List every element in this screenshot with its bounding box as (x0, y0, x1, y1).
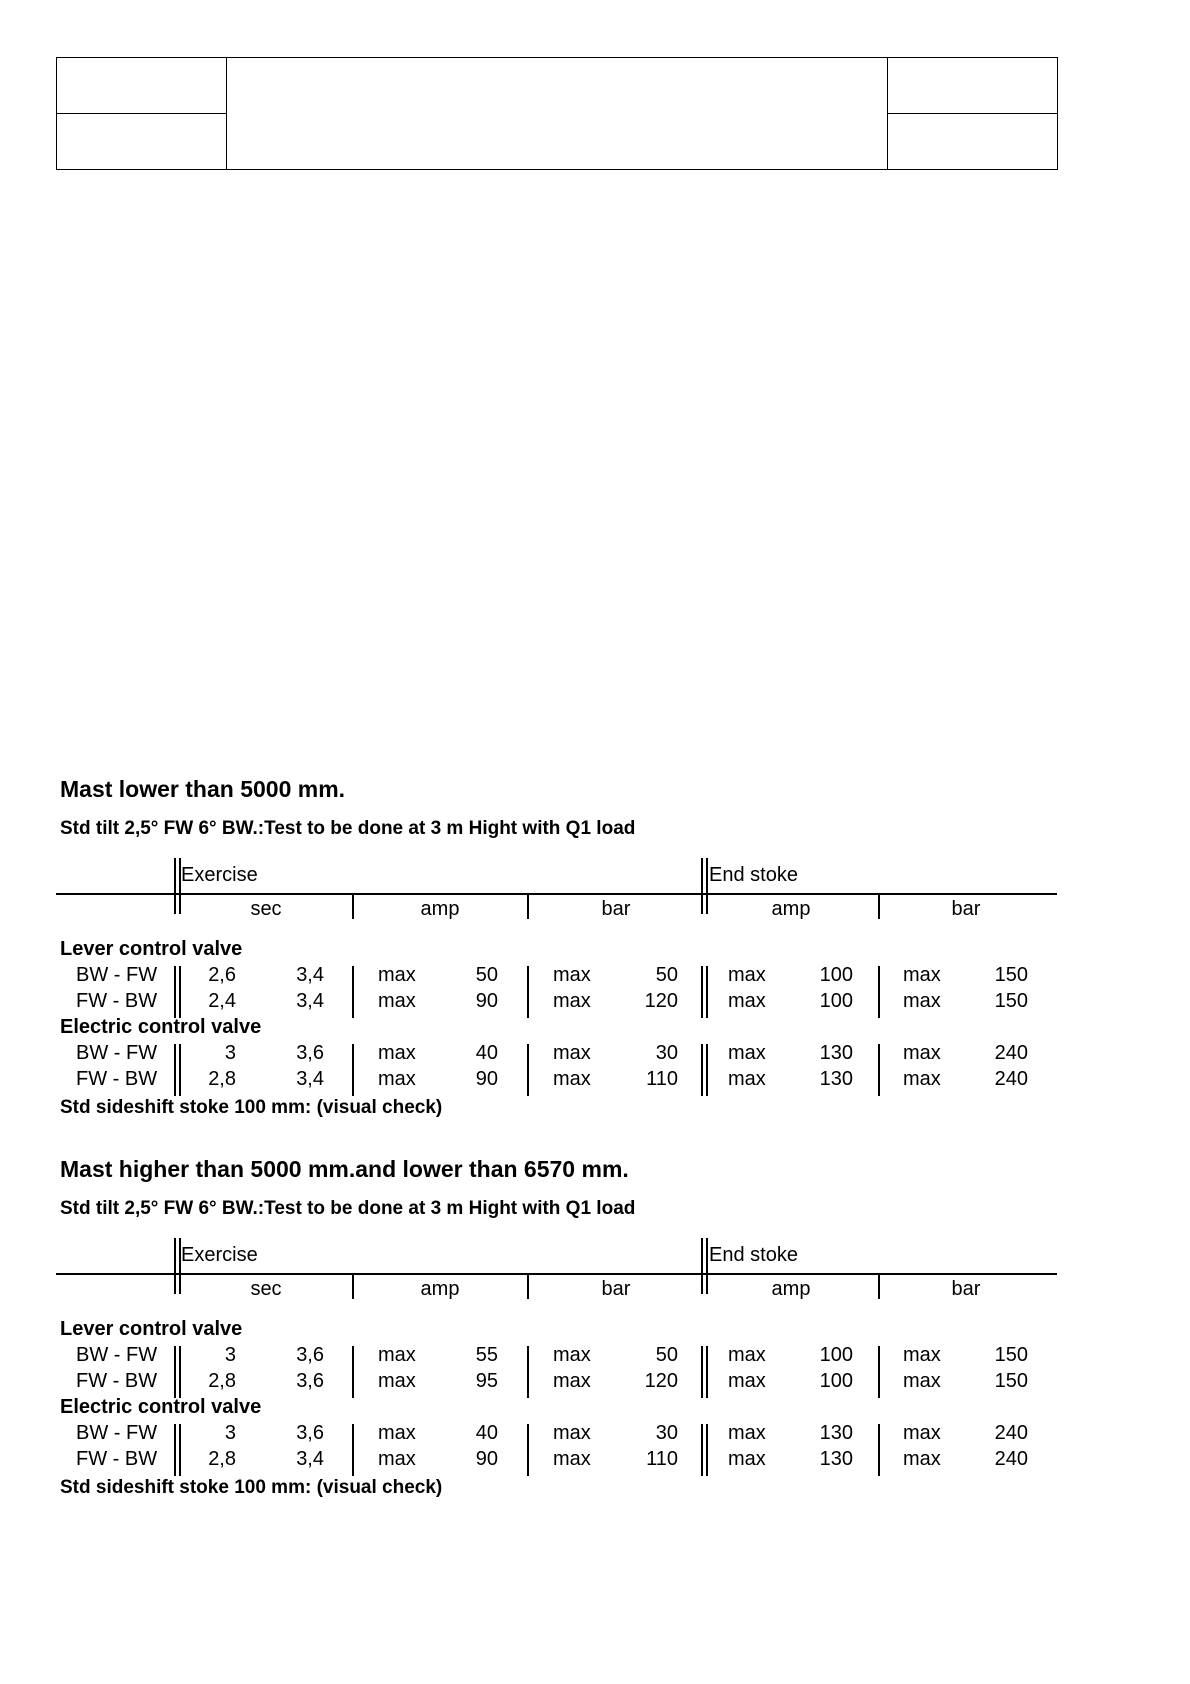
end-bar-max-label: max (903, 1370, 941, 1392)
group-name: Electric control valve (60, 1396, 262, 1418)
sec-min: 3 (224, 1344, 236, 1366)
header-cell-bottom-left (57, 114, 227, 170)
column-header: amp (420, 1278, 460, 1300)
row-divider (352, 1424, 354, 1476)
amp-value: 55 (475, 1344, 498, 1366)
group-name: Lever control valve (60, 938, 243, 960)
header-cell-top-right (888, 58, 1058, 114)
amp-max-label: max (378, 1042, 416, 1064)
row-divider (878, 1346, 880, 1398)
row-divider (527, 1424, 529, 1476)
row-label: BW - FW (76, 1042, 158, 1064)
end-bar-value: 240 (994, 1068, 1028, 1090)
sec-min: 3 (224, 1042, 236, 1064)
sec-max: 3,4 (296, 1448, 324, 1470)
group-name: Lever control valve (60, 1318, 243, 1340)
row-divider (352, 1346, 354, 1398)
amp-value: 40 (475, 1422, 498, 1444)
sec-min: 2,8 (208, 1068, 236, 1090)
column-header: bar (951, 1278, 981, 1300)
bar-value: 30 (655, 1042, 678, 1064)
amp-max-label: max (378, 1448, 416, 1470)
sec-min: 2,8 (208, 1448, 236, 1470)
amp-max-label: max (378, 1422, 416, 1444)
end-amp-value: 130 (819, 1068, 853, 1090)
row-divider (527, 1346, 529, 1398)
spec-section (0, 776, 1190, 1136)
amp-max-label: max (378, 964, 416, 986)
sec-max: 3,4 (296, 990, 324, 1012)
end-amp-max-label: max (728, 1344, 766, 1366)
section-footer: Std sideshift stoke 100 mm: (visual check) (60, 1097, 443, 1118)
bar-max-label: max (553, 1042, 591, 1064)
bar-value: 50 (655, 1344, 678, 1366)
row-label: FW - BW (76, 1448, 158, 1470)
end-amp-value: 130 (819, 1422, 853, 1444)
end-bar-value: 240 (994, 1422, 1028, 1444)
end-amp-value: 130 (819, 1042, 853, 1064)
row-label: FW - BW (76, 1370, 158, 1392)
amp-max-label: max (378, 1370, 416, 1392)
bar-max-label: max (553, 964, 591, 986)
section-subtitle: Std tilt 2,5° FW 6° BW.:Test to be done at 3 m Hight with Q1 load (60, 818, 636, 839)
end-bar-value: 240 (994, 1448, 1028, 1470)
row-label: FW - BW (76, 1068, 158, 1090)
bar-value: 50 (655, 964, 678, 986)
bar-value: 110 (646, 1068, 678, 1090)
end-bar-value: 150 (994, 1344, 1028, 1366)
bar-max-label: max (553, 1448, 591, 1470)
row-divider (352, 1044, 354, 1096)
row-divider (352, 966, 354, 1018)
amp-value: 40 (475, 1042, 498, 1064)
sec-max: 3,4 (296, 964, 324, 986)
header-rule (56, 1273, 1057, 1275)
section-title: Mast lower than 5000 mm. (60, 776, 346, 802)
end-amp-max-label: max (728, 1370, 766, 1392)
column-divider (352, 895, 354, 919)
header-cell-title (227, 58, 888, 170)
header-cell-bottom-right (888, 114, 1058, 170)
bar-value: 120 (644, 1370, 678, 1392)
spec-section (0, 1156, 1190, 1516)
end-stoke-divider (701, 1238, 708, 1294)
end-bar-max-label: max (903, 990, 941, 1012)
end-bar-max-label: max (903, 1344, 941, 1366)
header-rule (56, 893, 1057, 895)
end-bar-value: 150 (994, 964, 1028, 986)
end-amp-max-label: max (728, 1422, 766, 1444)
end-bar-max-label: max (903, 1068, 941, 1090)
amp-value: 90 (475, 1448, 498, 1470)
exercise-divider (174, 858, 181, 914)
end-stoke-header: End stoke (709, 864, 798, 886)
sec-max: 3,6 (296, 1422, 324, 1444)
column-header: amp (771, 898, 811, 920)
column-header: bar (601, 1278, 631, 1300)
amp-max-label: max (378, 1068, 416, 1090)
end-amp-value: 100 (819, 1370, 853, 1392)
sec-min: 2,8 (208, 1370, 236, 1392)
bar-value: 30 (655, 1422, 678, 1444)
amp-value: 95 (475, 1370, 498, 1392)
row-label: BW - FW (76, 1422, 158, 1444)
section-title: Mast higher than 5000 mm.and lower than 6570 mm. (60, 1156, 629, 1182)
end-amp-max-label: max (728, 1448, 766, 1470)
sec-max: 3,6 (296, 1370, 324, 1392)
row-divider-double (701, 1424, 708, 1476)
column-header: bar (601, 898, 631, 920)
end-stoke-divider (701, 858, 708, 914)
sec-max: 3,6 (296, 1344, 324, 1366)
bar-value: 120 (644, 990, 678, 1012)
row-divider (527, 1044, 529, 1096)
column-divider (527, 1275, 529, 1299)
document-header-table (56, 57, 1058, 170)
row-divider (878, 966, 880, 1018)
end-amp-max-label: max (728, 964, 766, 986)
column-header: amp (420, 898, 460, 920)
row-divider-double (174, 1346, 181, 1398)
sec-min: 2,4 (208, 990, 236, 1012)
row-label: FW - BW (76, 990, 158, 1012)
row-divider-double (174, 1044, 181, 1096)
group-name: Electric control valve (60, 1016, 262, 1038)
column-header: sec (250, 898, 282, 920)
sec-min: 3 (224, 1422, 236, 1444)
row-divider-double (701, 1346, 708, 1398)
column-divider (352, 1275, 354, 1299)
column-divider (878, 895, 880, 919)
bar-max-label: max (553, 1068, 591, 1090)
section-footer: Std sideshift stoke 100 mm: (visual check) (60, 1477, 443, 1498)
amp-value: 50 (475, 964, 498, 986)
row-label: BW - FW (76, 964, 158, 986)
row-divider (878, 1044, 880, 1096)
end-stoke-header: End stoke (709, 1244, 798, 1266)
bar-max-label: max (553, 990, 591, 1012)
end-bar-value: 240 (994, 1042, 1028, 1064)
sec-max: 3,4 (296, 1068, 324, 1090)
amp-max-label: max (378, 990, 416, 1012)
end-amp-value: 100 (819, 964, 853, 986)
amp-value: 90 (475, 1068, 498, 1090)
end-amp-value: 100 (819, 1344, 853, 1366)
end-bar-value: 150 (994, 1370, 1028, 1392)
bar-max-label: max (553, 1422, 591, 1444)
row-divider-double (174, 1424, 181, 1476)
column-divider (878, 1275, 880, 1299)
exercise-header: Exercise (181, 864, 258, 886)
sec-max: 3,6 (296, 1042, 324, 1064)
bar-value: 110 (646, 1448, 678, 1470)
column-header: sec (250, 1278, 282, 1300)
row-divider-double (701, 966, 708, 1018)
amp-value: 90 (475, 990, 498, 1012)
bar-max-label: max (553, 1344, 591, 1366)
end-amp-max-label: max (728, 1042, 766, 1064)
row-divider (527, 966, 529, 1018)
sec-min: 2,6 (208, 964, 236, 986)
header-cell-top-left (57, 58, 227, 114)
column-header: bar (951, 898, 981, 920)
end-amp-max-label: max (728, 1068, 766, 1090)
row-divider (878, 1424, 880, 1476)
end-bar-max-label: max (903, 1042, 941, 1064)
exercise-divider (174, 1238, 181, 1294)
end-bar-max-label: max (903, 1448, 941, 1470)
section-subtitle: Std tilt 2,5° FW 6° BW.:Test to be done at 3 m Hight with Q1 load (60, 1198, 636, 1219)
exercise-header: Exercise (181, 1244, 258, 1266)
end-bar-max-label: max (903, 1422, 941, 1444)
end-bar-max-label: max (903, 964, 941, 986)
row-divider-double (174, 966, 181, 1018)
end-amp-value: 100 (819, 990, 853, 1012)
row-label: BW - FW (76, 1344, 158, 1366)
column-divider (527, 895, 529, 919)
bar-max-label: max (553, 1370, 591, 1392)
end-amp-max-label: max (728, 990, 766, 1012)
row-divider-double (701, 1044, 708, 1096)
amp-max-label: max (378, 1344, 416, 1366)
end-amp-value: 130 (819, 1448, 853, 1470)
end-bar-value: 150 (994, 990, 1028, 1012)
column-header: amp (771, 1278, 811, 1300)
